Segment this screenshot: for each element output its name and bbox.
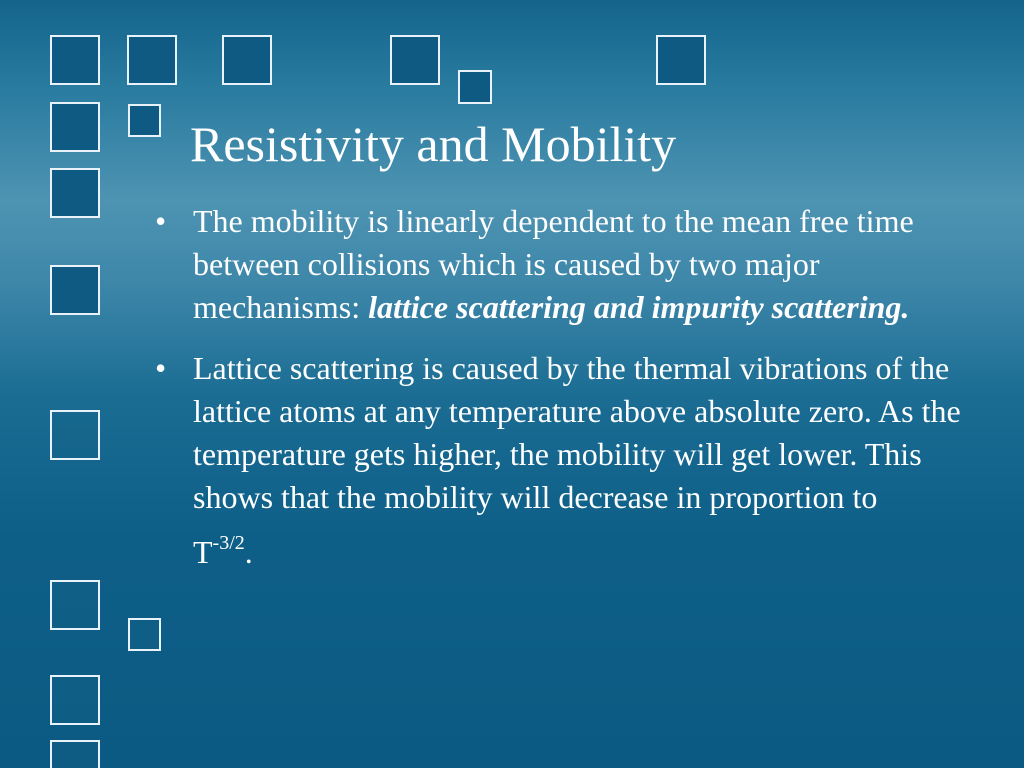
decorative-square (50, 580, 100, 630)
formula-exponent: -3/2 (212, 532, 245, 554)
decorative-square (50, 168, 100, 218)
decorative-square (50, 740, 100, 768)
bullet-emphasis: lattice scattering and impurity scattering. (368, 289, 910, 325)
bullet-text: Lattice scattering is caused by the thermal vibrations of the lattice atoms at any temperature above absolute zero. As the temperature gets higher, the mobility will get lower. This shows that the mobility will decrease in proportion to (193, 350, 961, 515)
decorative-square (50, 35, 100, 85)
decorative-square (50, 410, 100, 460)
decorative-square (222, 35, 272, 85)
decorative-square (50, 675, 100, 725)
decorative-square (458, 70, 492, 104)
bullet-item (155, 200, 985, 329)
decorative-square (390, 35, 440, 85)
decorative-square (127, 35, 177, 85)
formula (193, 531, 985, 574)
bullet-item (155, 347, 985, 574)
decorative-square (50, 265, 100, 315)
decorative-square (50, 102, 100, 152)
bullet-marker: • (155, 203, 167, 239)
formula-symbol: T (193, 534, 213, 570)
decorative-square (656, 35, 706, 85)
slide-title: Resistivity and Mobility (190, 116, 677, 172)
formula-trailing: . (244, 534, 253, 570)
decorative-square (128, 104, 161, 137)
decorative-square (128, 618, 161, 651)
bullet-text: The mobility is linearly dependent to the mean free time between collisions which is caused by two major mechanisms: (193, 203, 914, 325)
bullet-list (155, 200, 985, 592)
bullet-marker: • (155, 350, 167, 386)
